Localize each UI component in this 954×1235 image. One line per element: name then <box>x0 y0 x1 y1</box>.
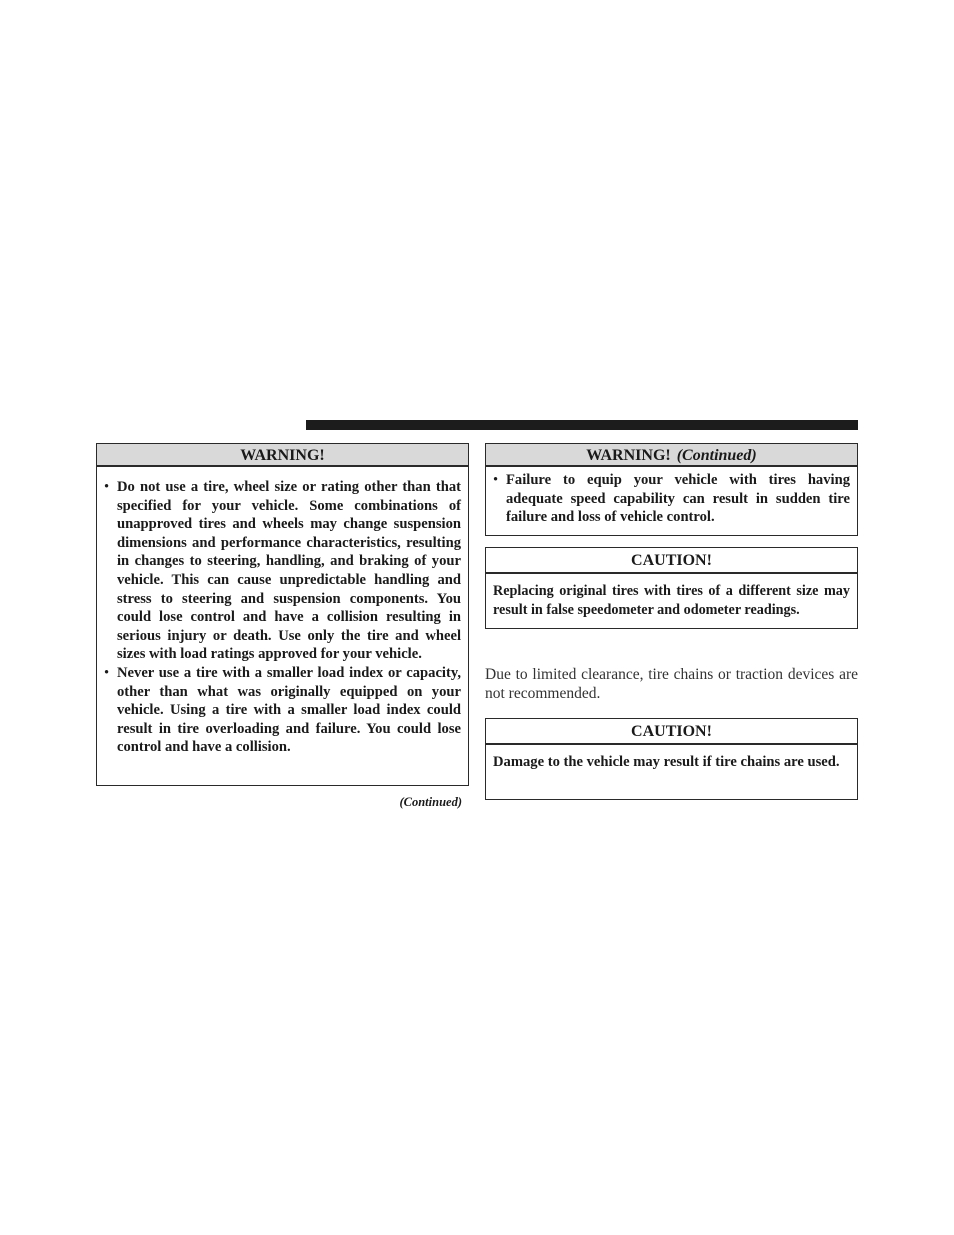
warning-bullet-item: • Never use a tire with a smaller load index or capacity, other than what was originally equipped on your vehicle. Using a tire with a smaller load index could result in tire overloading and failure. You could lose control and have a collision. <box>104 664 461 757</box>
warning-continued-box <box>485 443 858 536</box>
section-header-bar <box>306 420 858 430</box>
continued-suffix: (Continued) <box>676 447 757 464</box>
warning-box-title <box>97 444 468 467</box>
warning-continued-bullet-item: • Failure to equip your vehicle with tires having adequate speed capability can result in sudden tire failure and loss of vehicle control. <box>493 471 850 527</box>
warning-continued-title-text: WARNING! <box>586 447 671 464</box>
caution-1-title-text: CAUTION! <box>631 552 712 569</box>
caution-box-tire-chains <box>485 718 858 800</box>
warning-continued-bullet-list <box>493 471 850 527</box>
warning-continued-box-title <box>486 444 857 467</box>
caution-box-2-body: Damage to the vehicle may result if tire chains are used. <box>493 754 840 770</box>
continued-note: (Continued) <box>399 795 462 809</box>
warning-title-text: WARNING! <box>240 447 325 464</box>
warning-continued-box-body <box>486 467 857 531</box>
tire-chains-paragraph: Due to limited clearance, tire chains or traction devices are not recommended. <box>485 666 858 702</box>
warning-box-body <box>97 467 468 761</box>
warning-bullet-list <box>104 478 461 757</box>
caution-box-2-title <box>486 719 857 745</box>
caution-box-1-title <box>486 548 857 574</box>
caution-2-title-text: CAUTION! <box>631 723 712 740</box>
caution-box-1-body: Replacing original tires with tires of a different size may result in false speedometer and odometer readings. <box>493 583 850 618</box>
warning-box <box>96 443 469 786</box>
warning-bullet-item: • Do not use a tire, wheel size or rating other than that specified for your vehicle. Some combinations of unapproved tires and wheels may change suspension dimensions and performance characteristics, resulting in changes to steering, handling, and braking of your vehicle. This can cause unpredictable handling and stress to steering and suspension components. You could lose control and have a collision resulting in serious injury or death. Use only the tire and wheel sizes with load ratings approved for your vehicle. <box>104 478 461 664</box>
caution-box-speedometer <box>485 547 858 629</box>
